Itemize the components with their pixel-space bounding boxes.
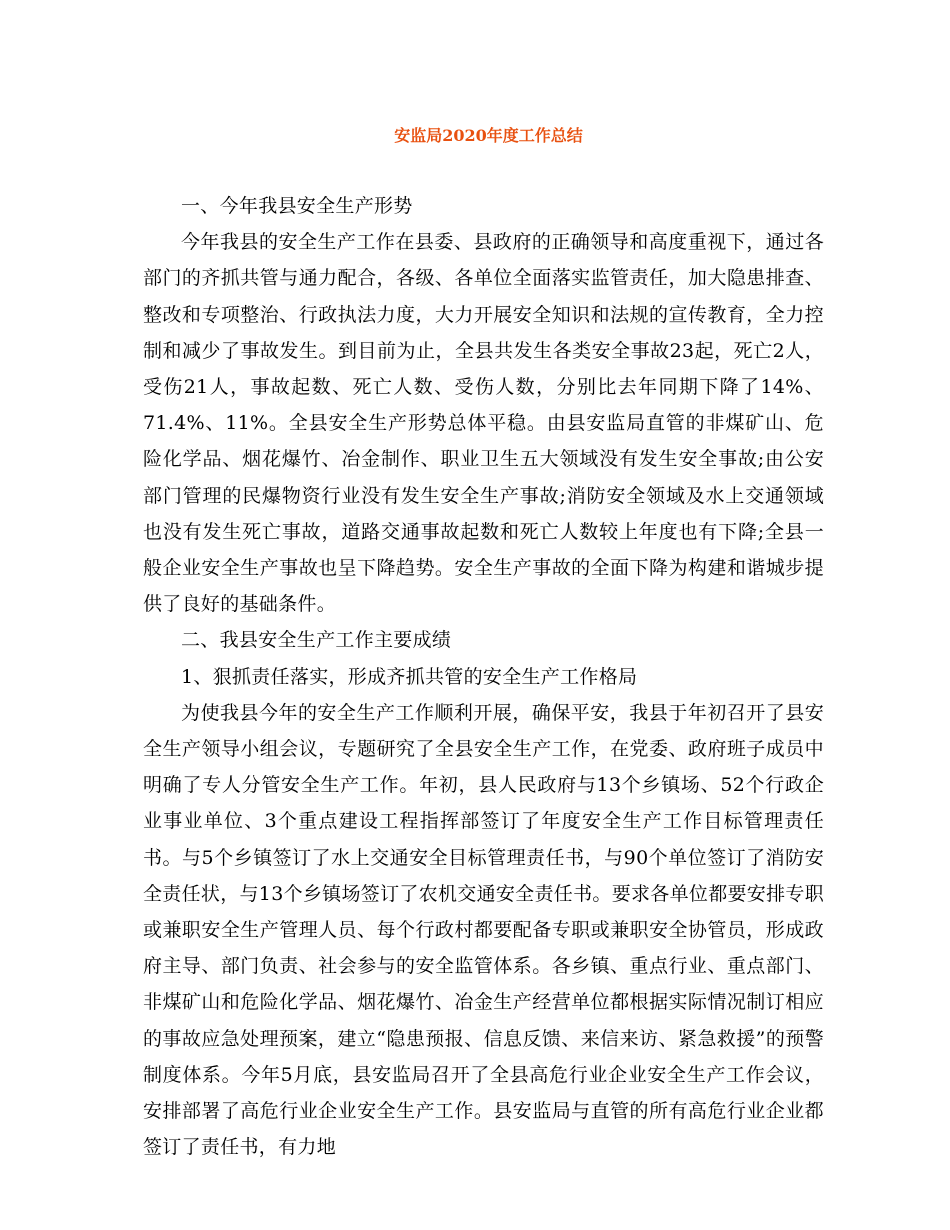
document-title: 安监局2020年度工作总结 xyxy=(394,126,583,145)
paragraph-responsibility: 为使我县今年的安全生产工作顺利开展，确保平安，我县于年初召开了县安全生产领导小组会议，专题研究了全县安全生产工作，在党委、政府班子成员中明确了专人分管安全生产工作。年初，县人民政府与13个乡镇场、52个行政企业事业单位、3个重点建设工程指挥部签订了年度安全生产工作目标管理责任书。与5个乡镇签订了水上交通安全目标管理责任书，与90个单位签订了消防安全责任状，与13个乡镇场签订了农机交通安全责任书。要求各单位都要安排专职或兼职安全生产管理人员、每个行政村都要配备专职或兼职安全协管员，形成政府主导、部门负责、社会参与的安全监管体系。各乡镇、重点行业、重点部门、非煤矿山和危险化学品、烟花爆竹、冶金生产经营单位都根据实际情况制订相应的事故应急处理预案，建立“隐患预报、信息反馈、来信来访、紧急救援”的预警制度体系。今年5月底，县安监局召开了全县高危行业企业安全生产工作会议，安排部署了高危行业企业安全生产工作。县安监局与直管的所有高危行业企业都签订了责任书，有力地 xyxy=(143,701,824,1159)
paragraph-safety-situation: 今年我县的安全生产工作在县委、县政府的正确领导和高度重视下，通过各部门的齐抓共管与通力配合，各级、各单位全面落实监管责任，加大隐患排查、整改和专项整治、行政执法力度，大力开展安全知识和法规的宣传教育，全力控制和减少了事故发生。到目前为止，全县共发生各类安全事故23起，死亡2人，受伤21人，事故起数、死亡人数、受伤人数，分别比去年同期下降了14%、71.4%、11%。全县安全生产形势总体平稳。由县安监局直管的非煤矿山、危险化学品、烟花爆竹、冶金制作、职业卫生五大领域没有发生安全事故;由公安部门管理的民爆物资行业没有发生安全生产事故;消防安全领域及水上交通领域也没有发生死亡事故，道路交通事故起数和死亡人数较上年度也有下降;全县一般企业安全生产事故也呈下降趋势。安全生产事故的全面下降为构建和谐城步提供了良好的基础条件。 xyxy=(143,231,824,616)
subsection-heading-1: 1、狠抓责任落实，形成齐抓共管的安全生产工作格局 xyxy=(181,665,638,688)
section-heading-2: 二、我县安全生产工作主要成绩 xyxy=(181,629,452,652)
section-heading-1: 一、今年我县安全生产形势 xyxy=(181,195,413,217)
